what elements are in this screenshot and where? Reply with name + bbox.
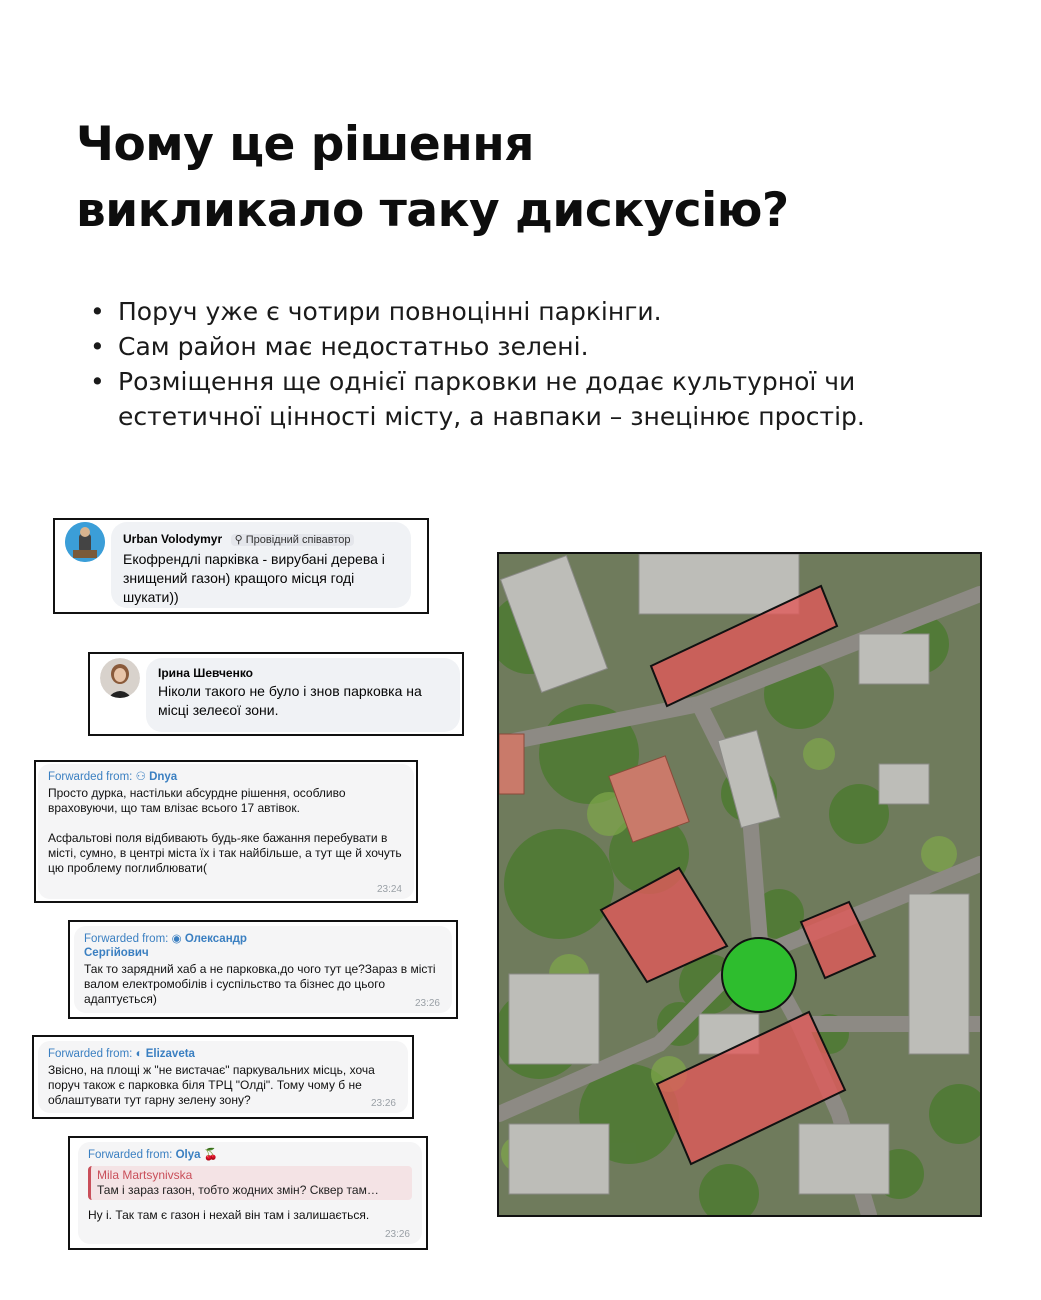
forwarded-sender[interactable]: Олександр Сергійович <box>84 933 247 959</box>
message-card-dnya <box>34 760 418 903</box>
forwarded-header <box>88 1148 412 1162</box>
message-time: 23:26 <box>370 1098 396 1109</box>
message-card-oleksandr <box>68 920 458 1019</box>
message-bubble <box>78 1142 422 1244</box>
title-line-2: викликало таку дискусію? <box>76 183 789 238</box>
reply-author: Mila Martsynivska <box>97 1168 193 1182</box>
message-time: 23:26 <box>384 1229 410 1240</box>
message-bubble <box>74 926 452 1013</box>
comment-bubble <box>111 522 411 608</box>
page-title <box>76 112 976 244</box>
cherry-icon: 🍒 <box>203 1149 219 1161</box>
reason-item: • Розміщення ще однієї парковки не додає культурної чи естетичної цінності місту, а навпаки – знецінює простір. <box>90 364 990 434</box>
reply-quote[interactable] <box>88 1166 412 1200</box>
reason-item: • Сам район має недостатньо зелені. <box>90 329 990 364</box>
message-bubble <box>38 1041 408 1113</box>
forwarded-label: Forwarded from: <box>84 933 169 945</box>
forwarded-header <box>48 1047 398 1061</box>
comment-card-iryna <box>88 652 464 736</box>
forwarded-sender[interactable]: Elizaveta <box>145 1048 195 1060</box>
satellite-map <box>497 552 982 1217</box>
forwarded-header <box>48 770 404 784</box>
comment-bubble <box>146 658 460 732</box>
green-zone-marker <box>722 938 796 1012</box>
message-card-olya <box>68 1136 428 1250</box>
forwarded-header <box>84 932 314 960</box>
forwarded-sender[interactable]: Olya <box>175 1149 201 1161</box>
message-text: Асфальтові поля відбивають будь-яке бажання перебувати в місті, сумно, в центрі міста їх і так найбільше, а тут ще й хочуть цю проблему поглиблювати( <box>48 831 402 875</box>
author-badge-label: Провідний співавтор <box>245 534 351 546</box>
message-card-elizaveta <box>32 1035 414 1119</box>
message-text: Так то зарядний хаб а не парковка,до чого тут це?Зараз в місті валом електромобілів і суспільство та бізнес до цього адаптується) <box>84 962 436 1006</box>
reasons-list <box>90 294 990 434</box>
forwarded-sender[interactable]: Dnya <box>149 771 178 783</box>
avatar <box>65 522 105 562</box>
comment-author[interactable]: Ірина Шевченко <box>158 666 254 680</box>
forwarded-label: Forwarded from: <box>88 1149 173 1161</box>
forwarded-label: Forwarded from: <box>48 771 133 783</box>
author-badge <box>231 534 355 546</box>
map-image <box>499 554 980 1215</box>
sender-avatar-icon: ◉ <box>171 933 182 945</box>
avatar <box>100 658 140 698</box>
reply-text: Там і зараз газон, тобто жодних змін? Сквер там… <box>97 1183 379 1197</box>
comment-text: Екофрендлі парківка - вирубані дерева і знищений газон) кращого місця годі шукати)) <box>123 551 385 605</box>
comment-card-urban <box>53 518 429 614</box>
message-text: Просто дурка, настільки абсурдне рішення, особливо враховуючи, що там влізає всього 17 автівок. <box>48 786 346 815</box>
message-text: Ну і. Так там є газон і нехай він там і залишається. <box>88 1208 370 1222</box>
sender-avatar-icon: ⚇ <box>135 771 146 783</box>
message-time: 23:24 <box>376 884 402 895</box>
comment-author[interactable]: Urban Volodymyr <box>123 532 223 546</box>
forwarded-label: Forwarded from: <box>48 1048 133 1060</box>
ribbon-icon: ⚲ <box>234 534 243 546</box>
title-line-1: Чому це рішення <box>76 117 534 172</box>
message-time: 23:26 <box>414 998 440 1009</box>
comment-text: Ніколи такого не було і знов парковка на місці зелеєої зони. <box>158 683 422 718</box>
message-text: Звісно, на площі ж "не вистачає" паркувальних місць, хоча поруч також є парковка біля ТРЦ "Олді". Тому чому б не облаштувати тут гарну зелену зону? <box>48 1063 375 1107</box>
message-bubble <box>38 764 414 899</box>
sender-avatar-icon: ◐ <box>135 1048 143 1060</box>
reason-item: • Поруч уже є чотири повноцінні паркінги. <box>90 294 990 329</box>
